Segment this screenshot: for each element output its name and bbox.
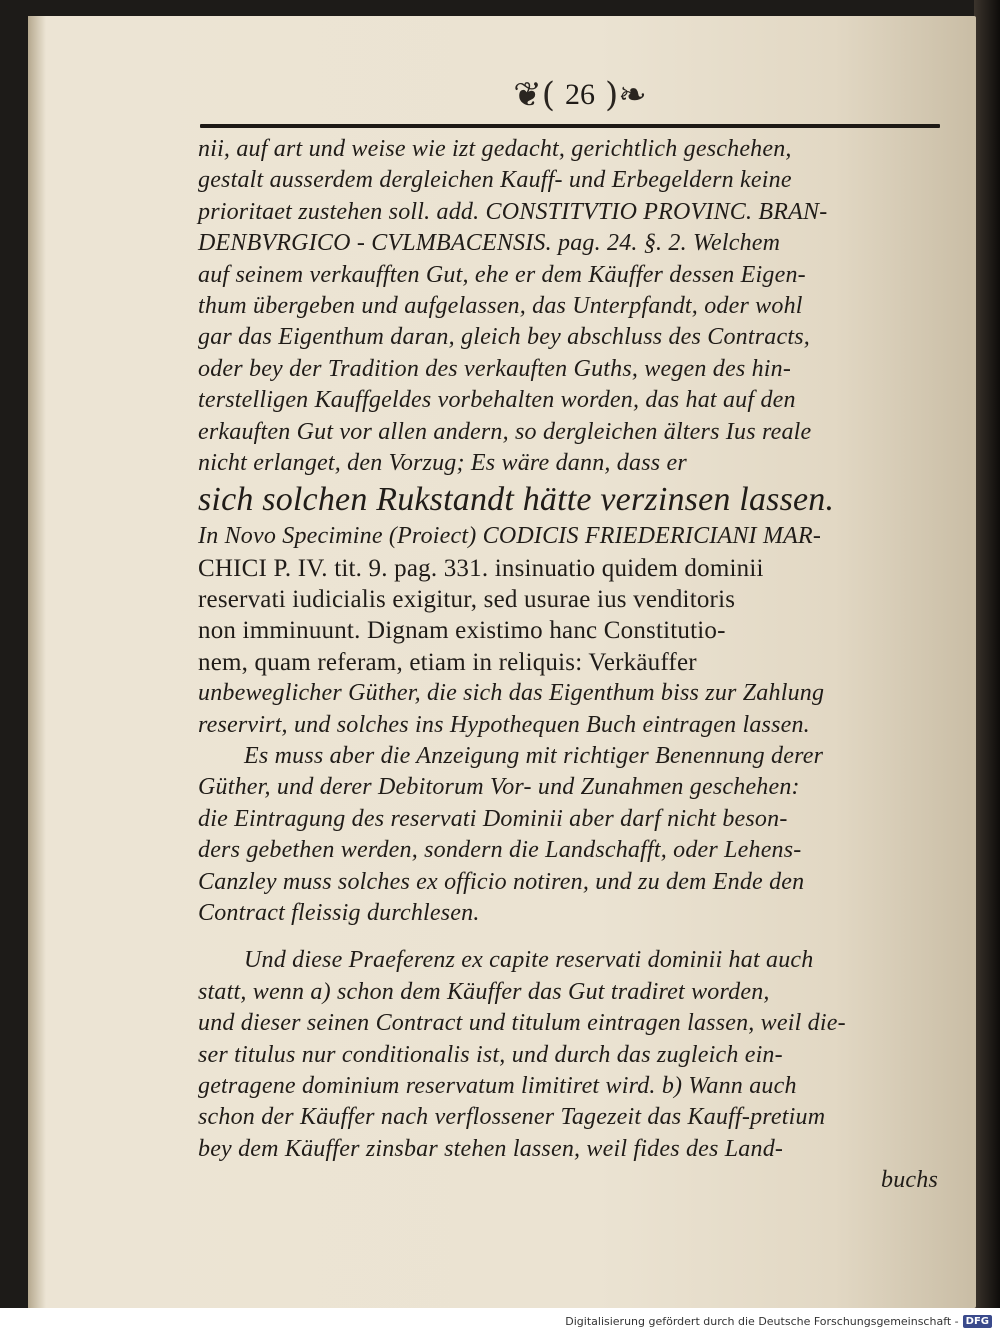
- text-line: Und diese Praeferenz ex capite reservati dominii hat auch: [244, 947, 814, 974]
- text-line: Canzley muss solches ex officio notiren, und zu dem Ende den: [198, 868, 805, 895]
- text-line: die Eintragung des reservati Dominii aber darf nicht beson-: [198, 805, 788, 832]
- text-line: gestalt ausserdem dergleichen Kauff- und Erbegeldern keine: [198, 167, 792, 194]
- text-line: auf seinem verkaufften Gut, ehe er dem Käuffer dessen Eigen-: [198, 261, 806, 288]
- text-line: nem, quam referam, etiam in reliquis: Verkäuffer: [198, 648, 697, 676]
- text-line: oder bey der Tradition des verkauften Guths, wegen des hin-: [198, 355, 792, 382]
- text-line: ser titulus nur conditionalis ist, und durch das zugleich ein-: [198, 1041, 783, 1068]
- text-line: ders gebethen werden, sondern die Landschafft, oder Lehens-: [198, 837, 802, 864]
- text-line: nii, auf art und weise wie izt gedacht, gerichtlich geschehen,: [198, 136, 792, 162]
- text-line: Güther, und derer Debitorum Vor- und Zunahmen geschehen:: [198, 774, 800, 801]
- catchword: buchs: [881, 1167, 938, 1194]
- text-line: reservirt, und solches ins Hypothequen Buch eintragen lassen.: [198, 711, 810, 738]
- text-line: CHICI P. IV. tit. 9. pag. 331. insinuatio quidem dominii: [198, 554, 764, 582]
- text-line: reservati iudicialis exigitur, sed usurae ius venditoris: [198, 586, 736, 614]
- text-line: nicht erlanget, den Vorzug; Es wäre dann, dass er: [198, 449, 687, 476]
- body-text: [198, 134, 938, 1197]
- header-rule: [200, 124, 940, 128]
- text-line: gar das Eigenthum daran, gleich bey abschluss des Contracts,: [198, 324, 810, 351]
- text-line: non imminuunt. Dignam existimo hanc Constitutio-: [198, 617, 726, 645]
- text-line: und dieser seinen Contract und titulum eintragen lassen, weil die-: [198, 1010, 846, 1037]
- text-line: getragene dominium reservatum limitiret wird. b) Wann auch: [198, 1072, 797, 1099]
- text-line: schon der Käuffer nach verflossener Tagezeit das Kauff-pretium: [198, 1104, 826, 1131]
- dfg-logo: DFG: [963, 1315, 992, 1328]
- text-line: In Novo Specimine (Proiect) CODICIS FRIEDERICIANI MAR-: [198, 523, 822, 550]
- text-line: statt, wenn a) schon dem Käuffer das Gut tradiret worden,: [198, 978, 770, 1005]
- text-line: Contract fleissig durchlesen.: [198, 899, 480, 926]
- ornament-right-icon: )❧: [605, 75, 647, 115]
- digitization-footer: [0, 1308, 1000, 1334]
- book-spine: [974, 0, 1000, 1308]
- text-line: erkauften Gut vor allen andern, so dergleichen älters Ius reale: [198, 418, 812, 445]
- page-header: [460, 70, 700, 120]
- ornament-left-icon: ❦(: [513, 75, 555, 115]
- text-line: unbeweglicher Güther, die sich das Eigenthum biss zur Zahlung: [198, 680, 825, 707]
- text-line: Es muss aber die Anzeigung mit richtiger Benennung derer: [244, 743, 824, 770]
- text-line: bey dem Käuffer zinsbar stehen lassen, weil fides des Land-: [198, 1135, 784, 1162]
- text-line: terstelligen Kauffgeldes vorbehalten worden, das hat auf den: [198, 387, 796, 414]
- footer-credit: Digitalisierung gefördert durch die Deutsche Forschungsgemeinschaft -: [565, 1314, 959, 1328]
- text-line: prioritaet zustehen soll. add. CONSTITVTIO PROVINC. BRAN-: [198, 198, 828, 225]
- text-line: thum übergeben und aufgelassen, das Unterpfandt, oder wohl: [198, 292, 803, 319]
- page-number: 26: [565, 78, 595, 111]
- text-line: DENBVRGICO - CVLMBACENSIS. pag. 24. §. 2. Welchem: [198, 230, 781, 257]
- page-gutter-shadow: [28, 16, 46, 1308]
- text-line-emphasis: sich solchen Rukstandt hätte verzinsen lassen.: [198, 481, 835, 519]
